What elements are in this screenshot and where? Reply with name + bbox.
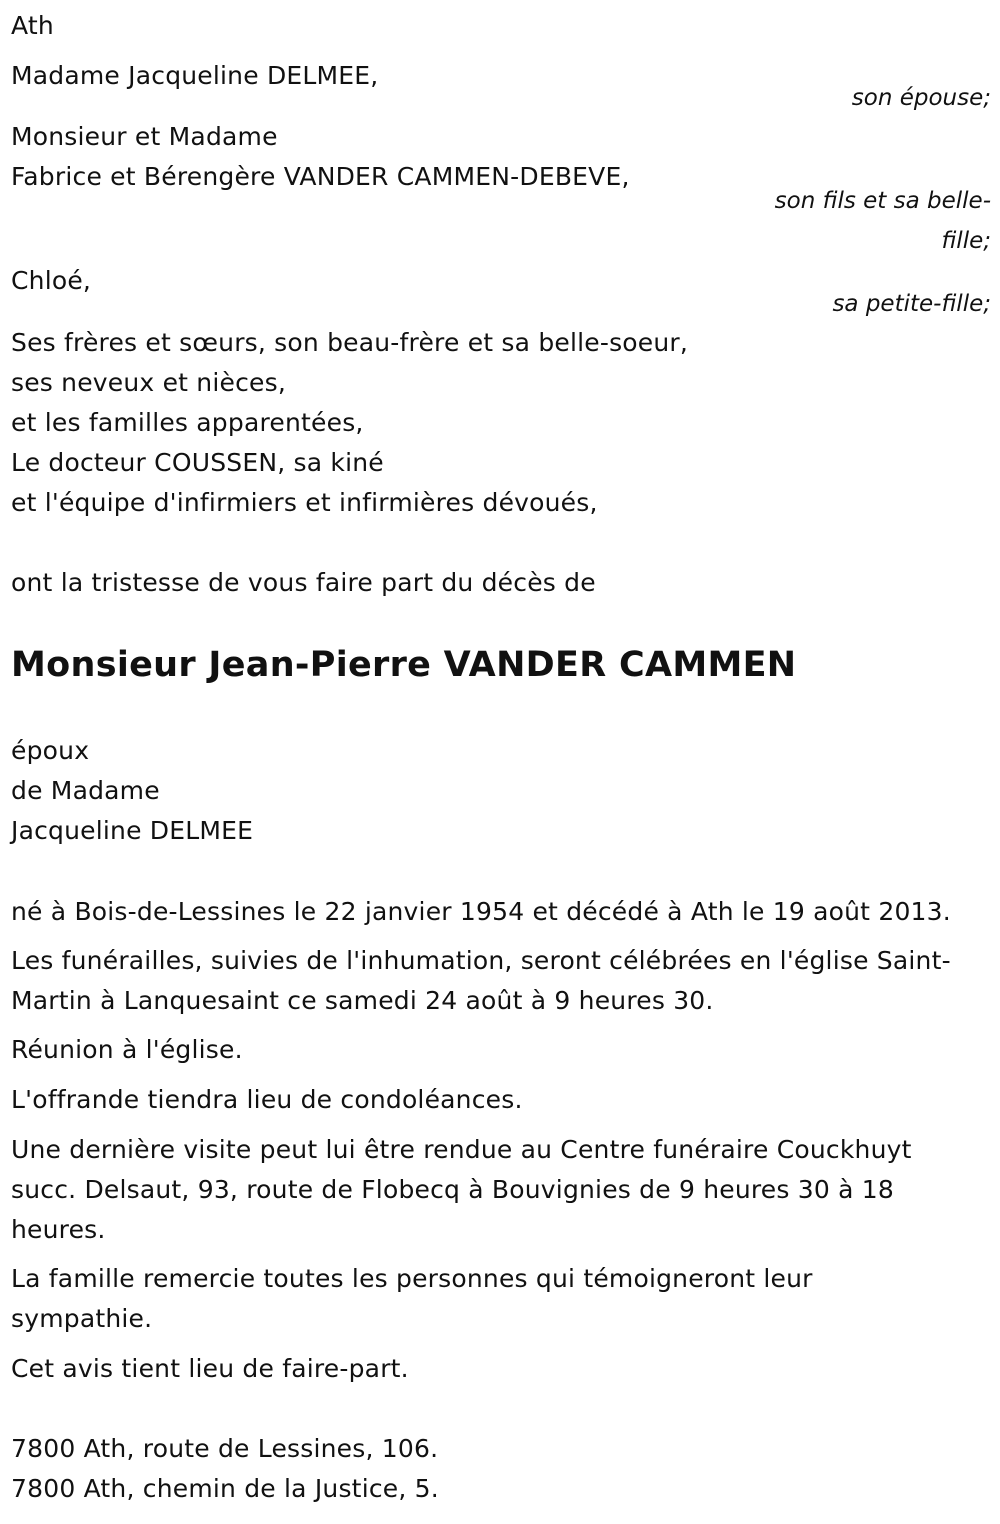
son-name-line-1: Monsieur et Madame xyxy=(11,122,278,151)
thanks-text: sympathie. xyxy=(11,1304,153,1333)
thanks-text: La famille remercie toutes les personnes qui témoigneront leur xyxy=(11,1264,813,1293)
son-name-line-2: Fabrice et Bérengère VANDER CAMMEN-DEBEVE, xyxy=(11,162,630,191)
spouse-of-line: de Madame xyxy=(11,776,160,805)
relatives-line: Le docteur COUSSEN, sa kiné xyxy=(11,448,384,477)
address-line: 7800 Ath, route de Lessines, 106. xyxy=(11,1434,439,1463)
visit-text: heures. xyxy=(11,1215,106,1244)
address-line: 7800 Ath, chemin de la Justice, 5. xyxy=(11,1474,439,1503)
offering-text: L'offrande tiendra lieu de condoléances. xyxy=(11,1085,523,1114)
relatives-line: ses neveux et nièces, xyxy=(11,368,286,397)
relatives-line: et les familles apparentées, xyxy=(11,408,364,437)
granddaughter-name: Chloé, xyxy=(11,266,92,295)
son-role-line-1: son fils et sa belle- xyxy=(774,188,991,214)
spouse-role: son épouse; xyxy=(851,85,991,111)
notice-text: Cet avis tient lieu de faire-part. xyxy=(11,1354,409,1383)
visit-text: Une dernière visite peut lui être rendue au Centre funéraire Couckhuyt xyxy=(11,1135,912,1164)
birth-death-text: né à Bois-de-Lessines le 22 janvier 1954 et décédé à Ath le 19 août 2013. xyxy=(11,897,951,926)
announcement-text: ont la tristesse de vous faire part du décès de xyxy=(11,568,596,597)
deceased-name: Monsieur Jean-Pierre VANDER CAMMEN xyxy=(11,645,797,685)
spouse-name: Madame Jacqueline DELMEE, xyxy=(11,61,379,90)
relatives-line: et l'équipe d'infirmiers et infirmières dévoués, xyxy=(11,488,598,517)
location-text: Ath xyxy=(11,11,54,40)
visit-text: succ. Delsaut, 93, route de Flobecq à Bouvignies de 9 heures 30 à 18 xyxy=(11,1175,894,1204)
funeral-text: Martin à Lanquesaint ce samedi 24 août à 9 heures 30. xyxy=(11,986,714,1015)
spouse-of-line: Jacqueline DELMEE xyxy=(11,816,254,845)
funeral-text: Les funérailles, suivies de l'inhumation, seront célébrées en l'église Saint- xyxy=(11,946,951,975)
spouse-of-line: époux xyxy=(11,736,90,765)
granddaughter-role: sa petite-fille; xyxy=(832,291,991,317)
son-role-line-2: fille; xyxy=(941,228,991,254)
relatives-line: Ses frères et sœurs, son beau-frère et sa belle-soeur, xyxy=(11,328,689,357)
meeting-text: Réunion à l'église. xyxy=(11,1035,243,1064)
